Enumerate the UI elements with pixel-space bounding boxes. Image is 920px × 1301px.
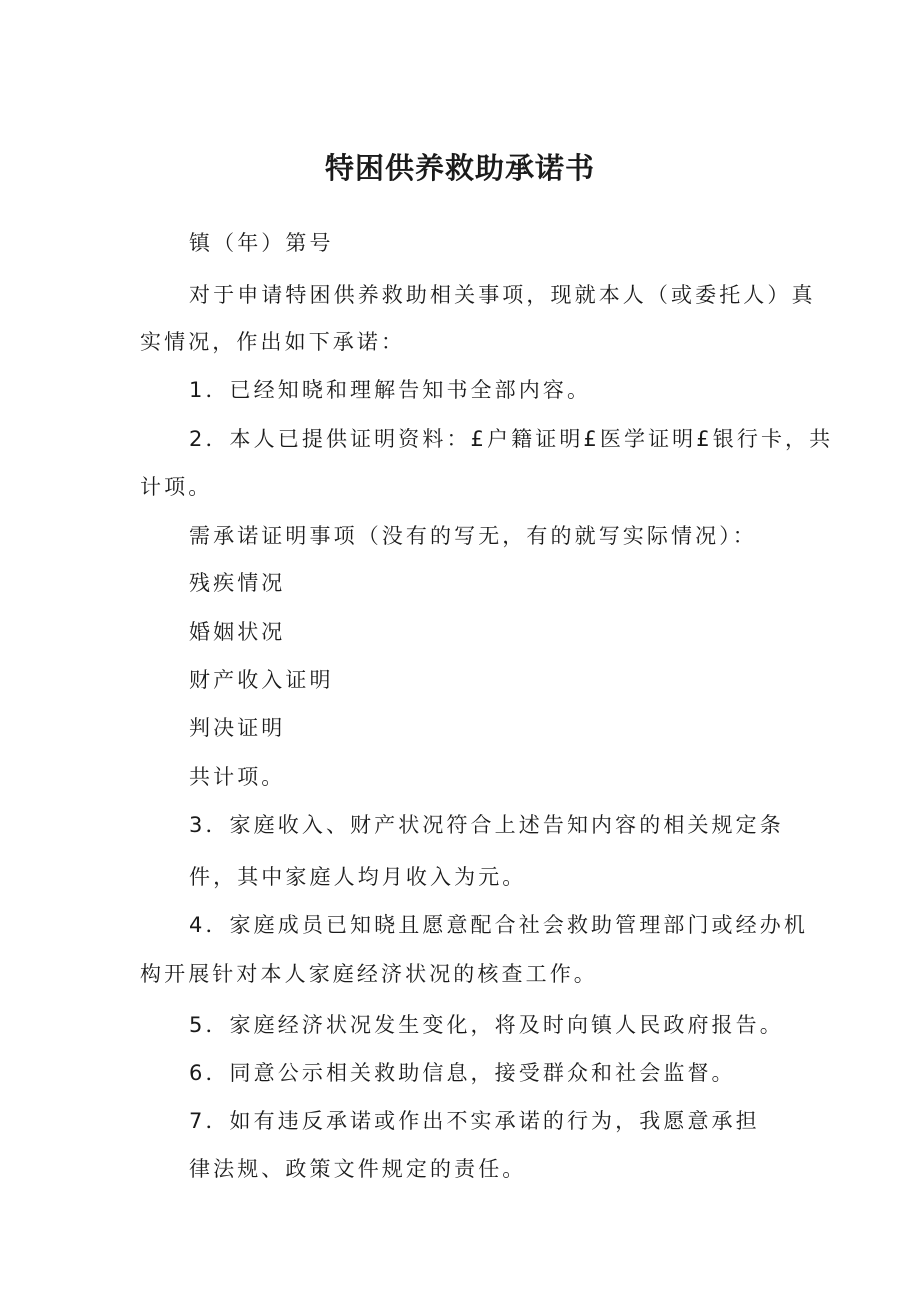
commitment-item-4-line-1: 4．家庭成员已知晓且愿意配合社会救助管理部门或经办机 bbox=[189, 913, 808, 937]
intro-paragraph-line-2: 实情况，作出如下承诺： bbox=[140, 330, 406, 354]
intro-paragraph-line-1: 对于申请特困供养救助相关事项，现就本人（或委托人）真 bbox=[189, 283, 816, 307]
commitment-item-3-line-2: 件，其中家庭人均月收入为元。 bbox=[189, 865, 527, 889]
commitment-item-6: 6．同意公示相关救助信息，接受群众和社会监督。 bbox=[189, 1061, 736, 1085]
commitment-item-4-line-2: 构开展针对本人家庭经济状况的核查工作。 bbox=[140, 962, 598, 986]
proof-item-property-income: 财产收入证明 bbox=[189, 668, 334, 692]
commitment-item-7-line-2: 律法规、政策文件规定的责任。 bbox=[189, 1157, 527, 1181]
commitment-item-2-line-2: 计项。 bbox=[140, 475, 213, 499]
proof-item-judgment: 判决证明 bbox=[189, 716, 286, 740]
proof-item-marriage: 婚姻状况 bbox=[189, 620, 286, 644]
proof-items-heading: 需承诺证明事项（没有的写无，有的就写实际情况）： bbox=[189, 524, 757, 548]
document-number-line: 镇（年）第号 bbox=[189, 231, 334, 255]
commitment-item-5: 5．家庭经济状况发生变化，将及时向镇人民政府报告。 bbox=[189, 1013, 784, 1037]
commitment-item-1: 1．已经知晓和理解告知书全部内容。 bbox=[189, 378, 592, 402]
proof-items-total: 共计项。 bbox=[189, 765, 286, 789]
proof-item-disability: 残疾情况 bbox=[189, 571, 286, 595]
commitment-item-7-line-1: 7．如有违反承诺或作出不实承诺的行为，我愿意承担 bbox=[189, 1109, 760, 1133]
commitment-item-2-line-1: 2．本人已提供证明资料：£户籍证明£医学证明£银行卡，共 bbox=[189, 427, 834, 451]
document-title: 特困供养救助承诺书 bbox=[324, 151, 595, 185]
commitment-item-3-line-1: 3．家庭收入、财产状况符合上述告知内容的相关规定条 bbox=[189, 813, 784, 837]
